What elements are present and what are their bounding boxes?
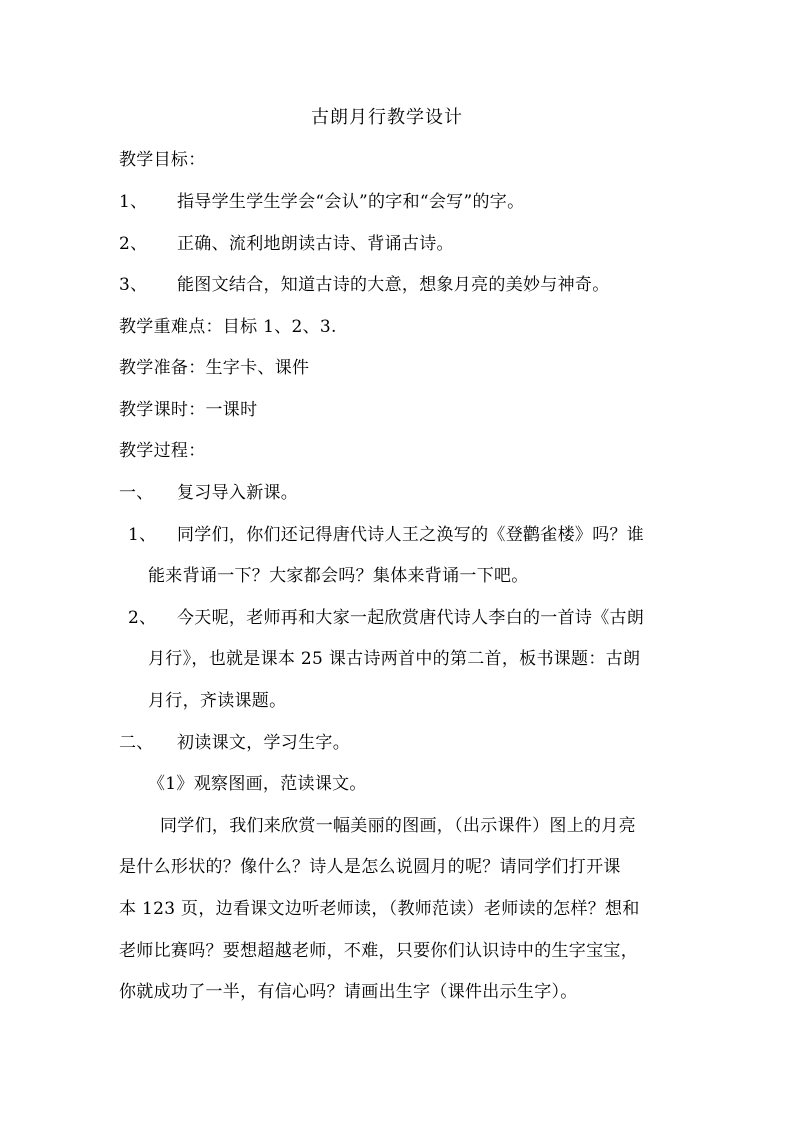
goal-2-text: 正确、流利地朗读古诗、背诵古诗。 xyxy=(177,234,454,254)
section-1-item-2-number: 2、 xyxy=(128,608,157,628)
section-2-number: 二、 xyxy=(119,733,154,753)
class-hours: 教学课时：一课时 xyxy=(119,400,258,420)
section-2-paragraph-line-4: 老师比赛吗？要想超越老师，不难，只要你们认识诗中的生字宝宝， xyxy=(119,941,638,961)
goal-1-number: 1、 xyxy=(119,192,148,212)
section-1-number: 一、 xyxy=(119,483,154,503)
goal-3-text: 能图文结合，知道古诗的大意，想象月亮的美妙与神奇。 xyxy=(177,275,610,295)
document-title: 古朗月行教学设计 xyxy=(311,107,463,128)
section-1-item-1-line-1: 同学们，你们还记得唐代诗人王之涣写的《登鹳雀楼》吗？谁 xyxy=(177,525,645,545)
section-1-heading: 复习导入新课。 xyxy=(177,483,299,503)
goal-3-number: 3、 xyxy=(119,275,148,295)
goal-2-number: 2、 xyxy=(119,234,148,254)
section-1-item-2-line-3: 月行，齐读课题。 xyxy=(148,691,287,711)
process-heading: 教学过程： xyxy=(119,441,206,461)
section-1-item-2-line-1: 今天呢，老师再和大家一起欣赏唐代诗人李白的一首诗《古朗 xyxy=(177,608,645,628)
section-2-paragraph-line-3: 本 123 页，边看课文边听老师读，（教师范读）老师读的怎样？想和 xyxy=(119,899,640,919)
section-2-paragraph-line-1: 同学们，我们来欣赏一幅美丽的图画，（出示课件）图上的月亮 xyxy=(160,816,636,836)
section-2-paragraph-line-2: 是什么形状的？像什么？诗人是怎么说圆月的呢？请同学们打开课 xyxy=(119,857,621,877)
section-1-item-2-line-2: 月行》，也就是课本 25 课古诗两首中的第二首，板书课题：古朗 xyxy=(148,649,641,669)
goals-heading: 教学目标： xyxy=(119,150,206,170)
preparation: 教学准备：生字卡、课件 xyxy=(119,358,310,378)
goal-1-text: 指导学生学生学会“会认”的字和“会写”的字。 xyxy=(177,192,525,212)
key-points: 教学重难点：目标 1、2、3. xyxy=(119,317,337,337)
section-1-item-1-line-2: 能来背诵一下？大家都会吗？集体来背诵一下吧。 xyxy=(148,566,529,586)
section-2-paragraph-line-5: 你就成功了一半，有信心吗？请画出生字（课件出示生字）。 xyxy=(119,982,578,1002)
section-2-sub-heading: 《1》观察图画，范读课文。 xyxy=(148,774,367,794)
section-1-item-1-number: 1、 xyxy=(128,525,157,545)
section-2-heading: 初读课文，学习生字。 xyxy=(177,733,350,753)
